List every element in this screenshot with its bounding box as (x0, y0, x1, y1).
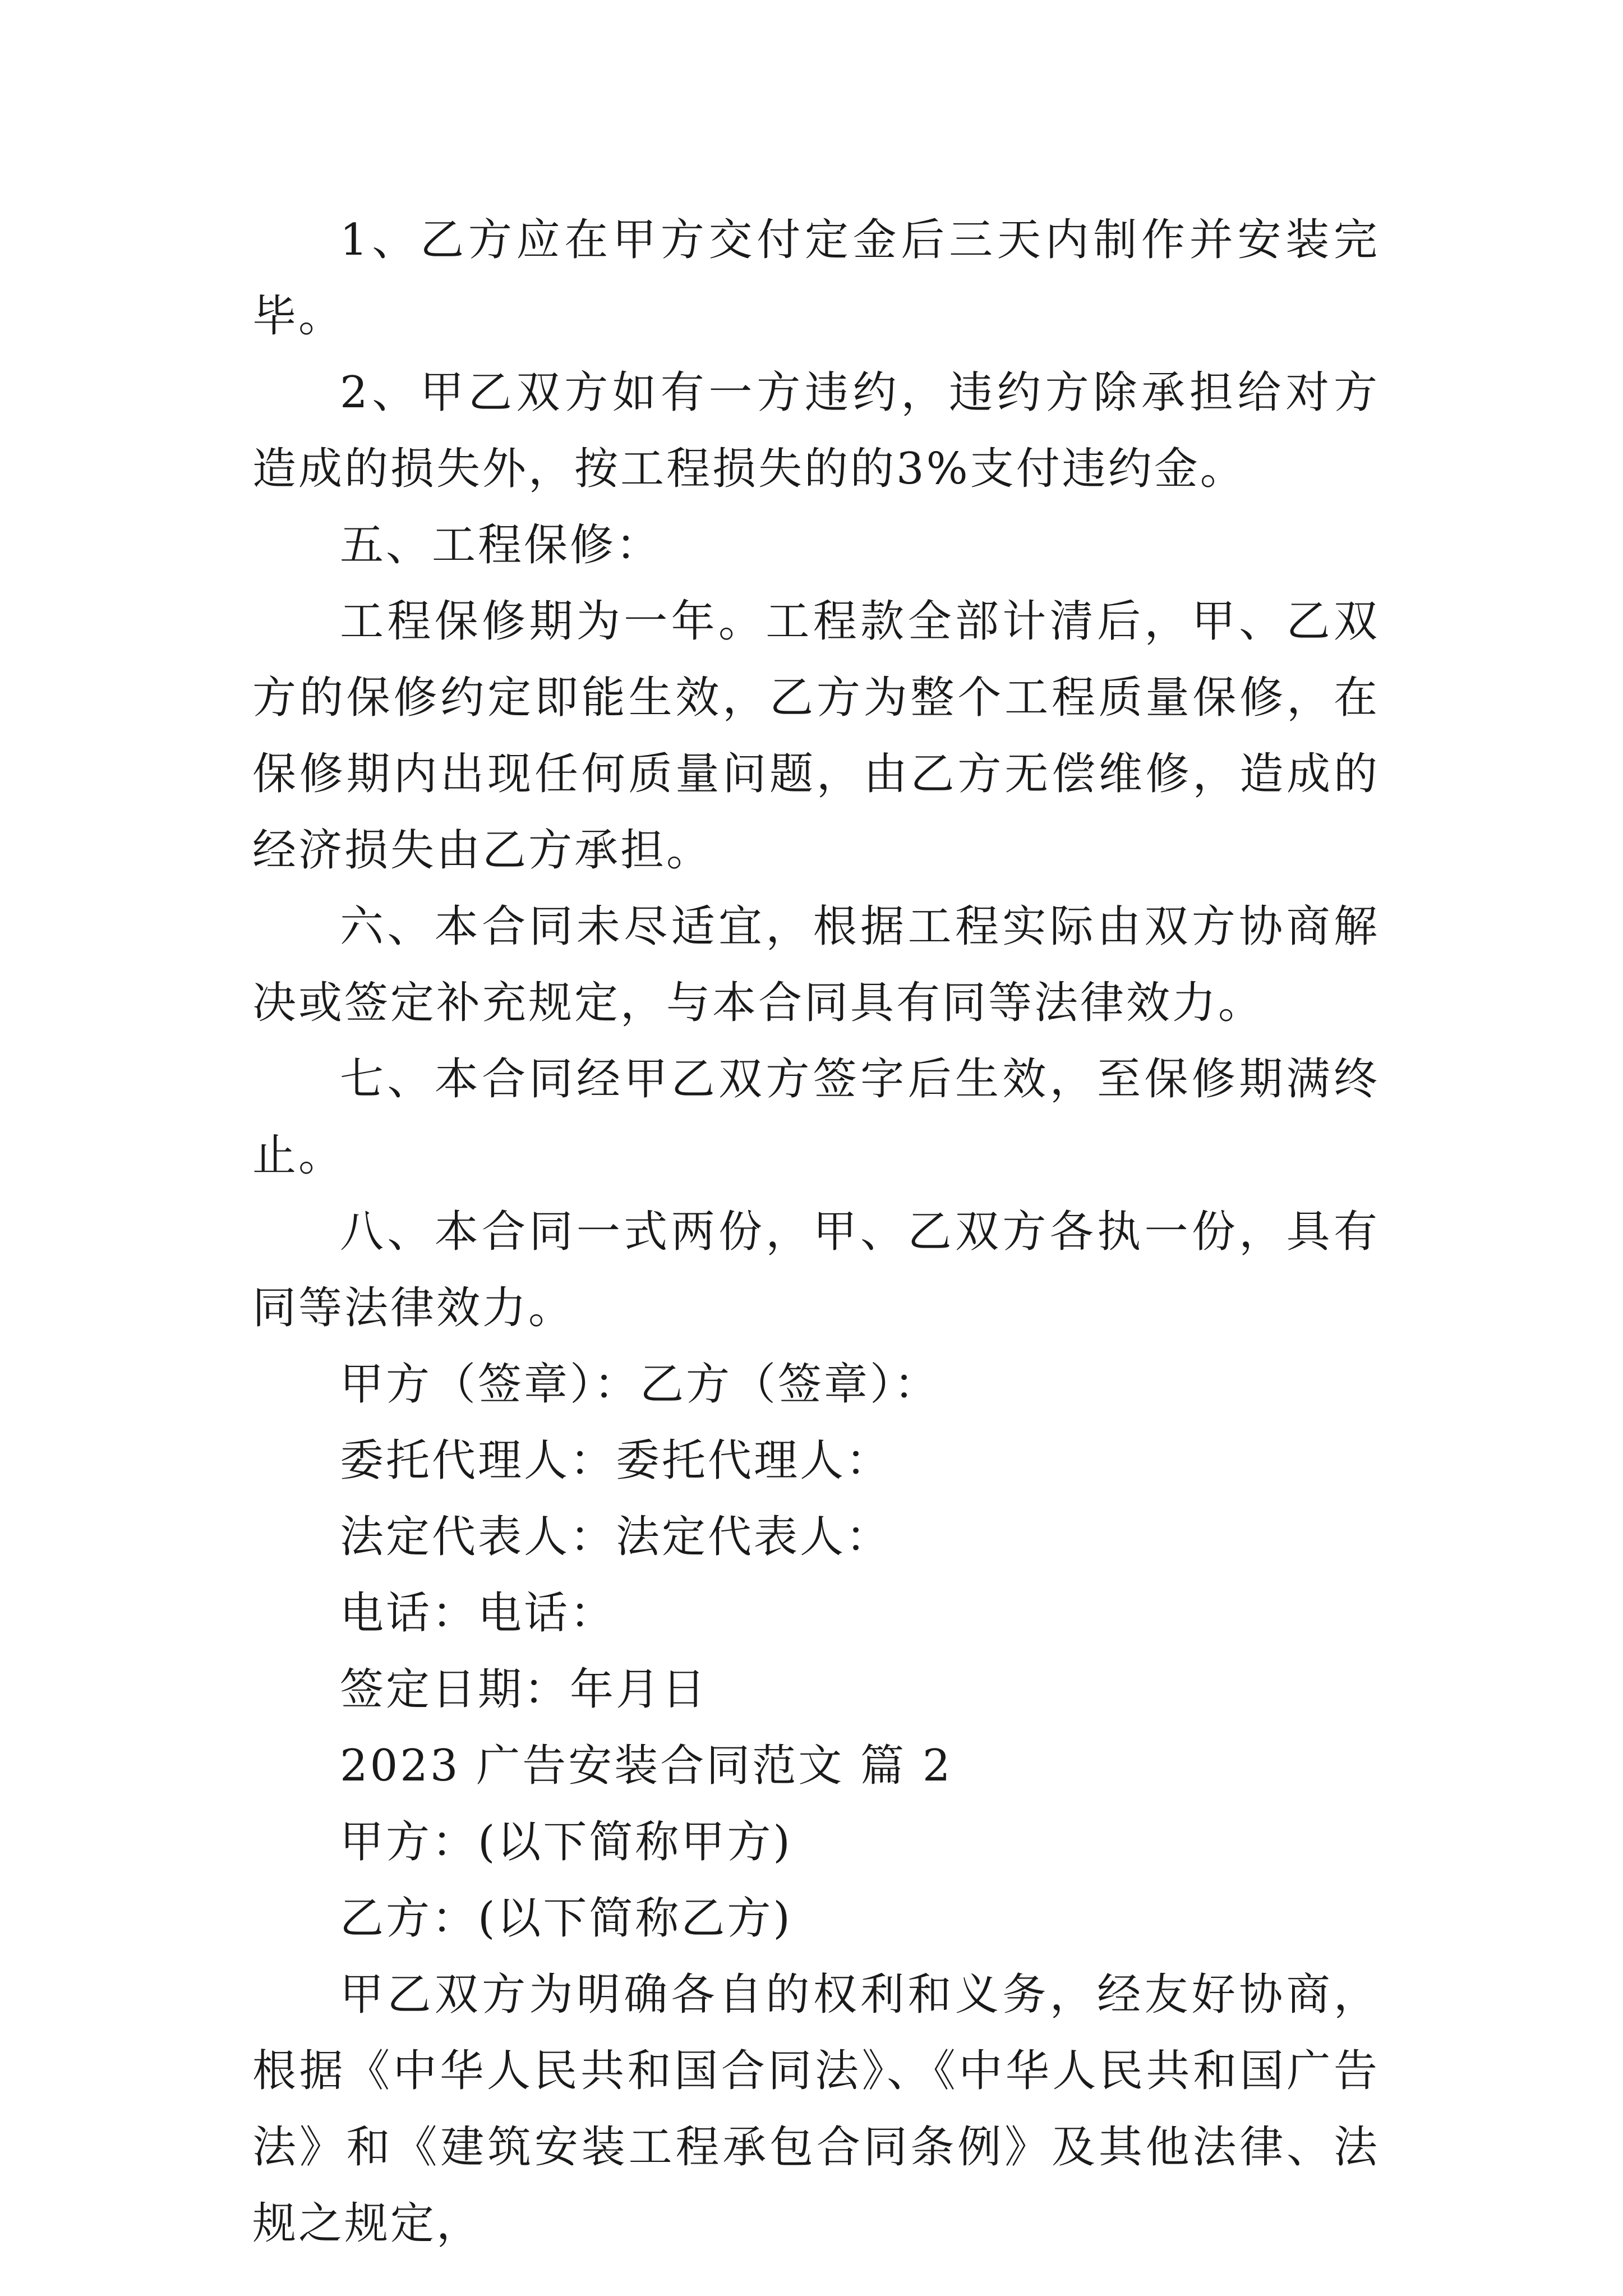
clause-paragraph: 工程保修期为一年。工程款全部计清后，甲、乙双方的保修约定即能生效，乙方为整个工程质量保修，在保修期内出现任何质量问题，由乙方无偿维修，造成的经济损失由乙方承担。 (252, 596, 1380, 876)
section-heading-warranty: 五、工程保修： (340, 520, 662, 570)
clause-paragraph: 七、本合同经甲乙双方签字后生效，至保修期满终止。 (252, 1054, 1380, 1181)
signature-line: 甲方（签章）：乙方（签章）： (340, 1359, 940, 1410)
document-body (252, 202, 1380, 2262)
signature-line: 委托代理人：委托代理人： (340, 1435, 892, 1486)
clause-paragraph: 2、甲乙双方如有一方违约，违约方除承担给对方造成的损失外，按工程损失的的3%支付违约金。 (252, 367, 1380, 494)
party-line: 甲方：(以下简称甲方) (340, 1817, 792, 1867)
clause-paragraph: 六、本合同未尽适宜，根据工程实际由双方协商解决或签定补充规定，与本合同具有同等法律效力。 (252, 901, 1380, 1028)
closing-paragraph: 甲乙双方为明确各自的权利和义务，经友好协商，根据《中华人民共和国合同法》、《中华人民共和国广告法》和《建筑安装工程承包合同条例》及其他法律、法规之规定， (252, 1970, 1380, 2249)
party-line: 乙方：(以下简称乙方) (340, 1893, 792, 1944)
signature-line: 签定日期：年月日 (340, 1664, 708, 1715)
signature-line: 电话：电话： (340, 1588, 616, 1639)
section-title: 2023 广告安装合同范文 篇 2 (340, 1741, 953, 1791)
signature-line: 法定代表人：法定代表人： (340, 1512, 892, 1562)
clause-paragraph: 八、本合同一式两份，甲、乙双方各执一份，具有同等法律效力。 (252, 1207, 1380, 1333)
clause-paragraph: 1、乙方应在甲方交付定金后三天内制作并安装完毕。 (252, 215, 1380, 342)
